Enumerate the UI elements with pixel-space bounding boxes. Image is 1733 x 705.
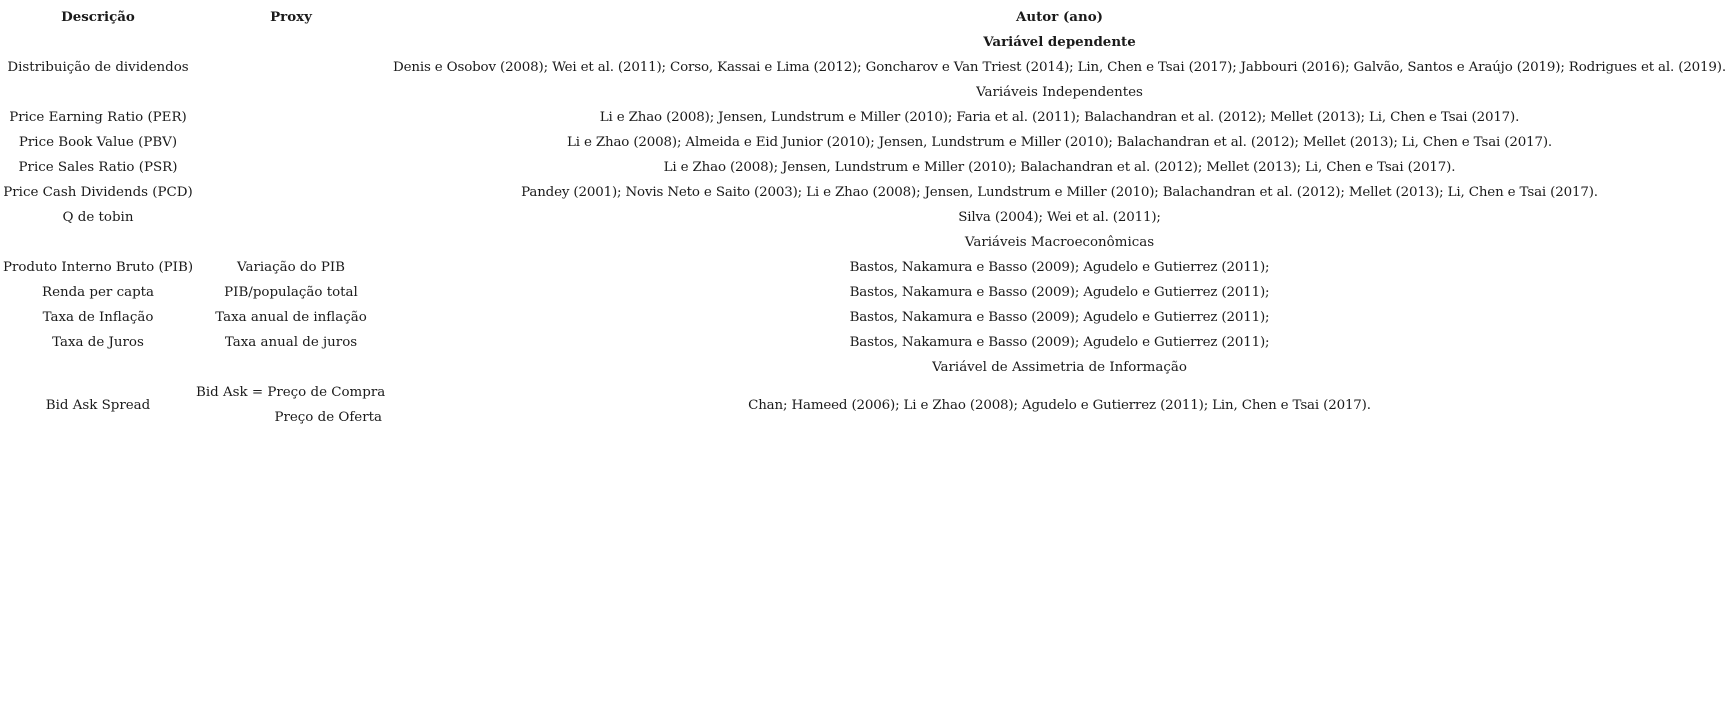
section-title-assimetria: Variável de Assimetria de Informação: [932, 360, 1187, 375]
table-row: [0, 105, 1733, 130]
cell-descricao: Price Cash Dividends (PCD): [3, 185, 193, 200]
cell-proxy: PIB/população total: [224, 285, 358, 300]
cell-descricao: Q de tobin: [62, 210, 134, 225]
section-row-dependente: [0, 30, 1733, 55]
variables-table-container: [0, 5, 1733, 430]
header-autor: Autor (ano): [1016, 9, 1103, 25]
cell-descricao: Taxa de Inflação: [42, 310, 154, 325]
cell-autor: Bastos, Nakamura e Basso (2009); Agudelo e Gutierrez (2011);: [849, 310, 1270, 325]
header-proxy: Proxy: [270, 9, 312, 25]
cell-proxy: Taxa anual de inflação: [215, 310, 367, 325]
section-row-assimetria: [0, 355, 1733, 380]
table-row: [0, 380, 1733, 430]
cell-proxy: [196, 155, 386, 180]
cell-descricao: Price Book Value (PBV): [18, 135, 178, 150]
section-title-macro: Variáveis Macroeconômicas: [964, 235, 1155, 250]
cell-proxy: [196, 105, 386, 130]
table-row: [0, 155, 1733, 180]
table-header-row: [0, 5, 1733, 30]
proxy-formula-line-2: Preço de Oferta: [274, 410, 382, 425]
cell-proxy: Variação do PIB: [237, 260, 345, 275]
table-row: [0, 205, 1733, 230]
table-row: [0, 305, 1733, 330]
cell-descricao: Distribuição de dividendos: [7, 60, 189, 75]
cell-autor: Bastos, Nakamura e Basso (2009); Agudelo e Gutierrez (2011);: [849, 335, 1270, 350]
cell-autor: Li e Zhao (2008); Almeida e Eid Junior (2010); Jensen, Lundstrum e Miller (2010); Balachandran et al. (2012); Mellet (2013); Li, Chen e Tsai (2017).: [566, 135, 1553, 150]
table-row: [0, 330, 1733, 355]
cell-proxy: [196, 205, 386, 230]
cell-autor: Pandey (2001); Novis Neto e Saito (2003); Li e Zhao (2008); Jensen, Lundstrum e Miller (2010); Balachandran et al. (2012); Mellet (2013); Li, Chen e Tsai (2017).: [521, 185, 1598, 200]
cell-descricao: Price Earning Ratio (PER): [9, 110, 187, 125]
section-row-independentes: [0, 80, 1733, 105]
cell-proxy: [196, 380, 386, 430]
cell-proxy: Taxa anual de juros: [224, 335, 358, 350]
table-row: [0, 255, 1733, 280]
section-title-dependente: Variável dependente: [983, 34, 1136, 50]
section-row-macro: [0, 230, 1733, 255]
cell-proxy: [196, 180, 386, 205]
proxy-formula-line-1: Bid Ask = Preço de Compra: [196, 385, 386, 400]
cell-autor: Denis e Osobov (2008); Wei et al. (2011); Corso, Kassai e Lima (2012); Goncharov e Van Triest (2014); Lin, Chen e Tsai (2017); Jabbouri (2016); Galvão, Santos e Araújo (2019); Rodrigues et al. (2019).: [393, 60, 1726, 75]
cell-autor: Li e Zhao (2008); Jensen, Lundstrum e Miller (2010); Faria et al. (2011); Balachandran et al. (2012); Mellet (2013); Li, Chen e Tsai (2017).: [599, 110, 1520, 125]
cell-autor: Bastos, Nakamura e Basso (2009); Agudelo e Gutierrez (2011);: [849, 260, 1270, 275]
section-title-independentes: Variáveis Independentes: [976, 85, 1143, 100]
cell-autor: Li e Zhao (2008); Jensen, Lundstrum e Miller (2010); Balachandran et al. (2012); Mellet (2013); Li, Chen e Tsai (2017).: [663, 160, 1456, 175]
table-row: [0, 130, 1733, 155]
cell-descricao: Taxa de Juros: [52, 335, 144, 350]
cell-autor: Silva (2004); Wei et al. (2011);: [958, 210, 1161, 225]
cell-autor: Chan; Hameed (2006); Li e Zhao (2008); Agudelo e Gutierrez (2011); Lin, Chen e Tsai (2017).: [748, 397, 1371, 413]
header-descricao: Descrição: [61, 9, 135, 25]
cell-descricao: Renda per capta: [41, 285, 155, 300]
cell-autor: Bastos, Nakamura e Basso (2009); Agudelo e Gutierrez (2011);: [849, 285, 1270, 300]
cell-proxy: [196, 130, 386, 155]
variables-table: [0, 5, 1733, 430]
proxy-formula: [196, 380, 386, 430]
table-row: [0, 180, 1733, 205]
table-row: [0, 55, 1733, 80]
cell-descricao: Price Sales Ratio (PSR): [18, 160, 178, 175]
cell-descricao: Bid Ask Spread: [45, 397, 151, 413]
table-row: [0, 280, 1733, 305]
cell-descricao: Produto Interno Bruto (PIB): [2, 260, 194, 275]
cell-proxy: [196, 55, 386, 80]
